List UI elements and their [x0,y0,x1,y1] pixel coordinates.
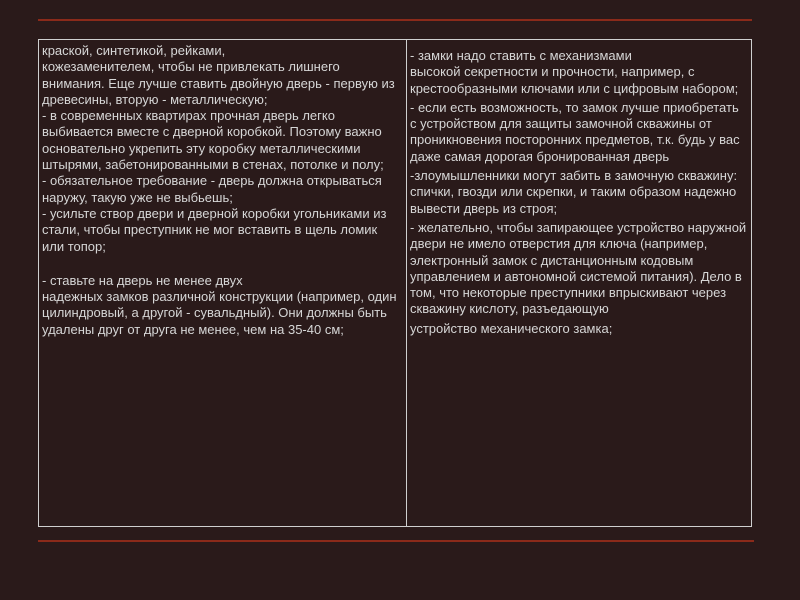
top-accent-rule [38,19,752,21]
left-column [39,40,407,526]
right-paragraph-1: - замки надо ставить с механизмами высокой секретности и прочности, например, с крестообразными ключами или с цифровым набором; [410,48,739,96]
left-paragraph-4: - усильте створ двери и дверной коробки угольниками из стали, чтобы преступник не мог вставить в щель ломик или топор; [42,205,387,254]
left-paragraph-5: - ставьте на дверь не менее двух надежных замков различной конструкции (например, один цилиндровый, а другой - сувальдный). Они должны быть удалены друг от друга не менее, чем на 35-40 см; [42,272,397,337]
left-paragraph-2: - в современных квартирах прочная дверь легко выбивается вместе с дверной коробкой. Поэтому важно основательно укрепить эту коробку металлическими штырями, забетонированными в стенах, потолке и полу; [42,108,384,173]
right-paragraph-3: -злоумышленники могут забить в замочную скважину: спички, гвозди или скрепки, и таким образом надежно вывести дверь из строя; [410,168,738,216]
right-paragraph-2: - если есть возможность, то замок лучше приобретать с устройством для защиты замочной скважины от проникновения посторонних предметов, т.к. будь у вас даже самая дорогая бронированная дверь [410,99,740,164]
right-paragraph-4: - желательно, чтобы запирающее устройство наружной двери не имело отверстия для ключа (например, электронный замок с дистанционным кодовым управлением и автономной системой питания). Дело в том, что некоторые преступники впрыскивают через скважину кислоту, разъедающую [410,219,747,317]
left-paragraph-1: краской, синтетикой, рейками, кожезаменителем, чтобы не привлекать лишнего внимания. Еще лучше ставить двойную дверь - первую из древесины, вторую - металлическую; [42,43,395,107]
two-column-text-table [38,39,752,527]
left-paragraph-3: - обязательное требование - дверь должна открываться наружу, такую уже не выбьешь; [42,173,382,205]
bottom-accent-rule [38,540,754,542]
right-paragraph-5: устройство механического замка; [410,320,613,336]
right-column [407,40,751,526]
